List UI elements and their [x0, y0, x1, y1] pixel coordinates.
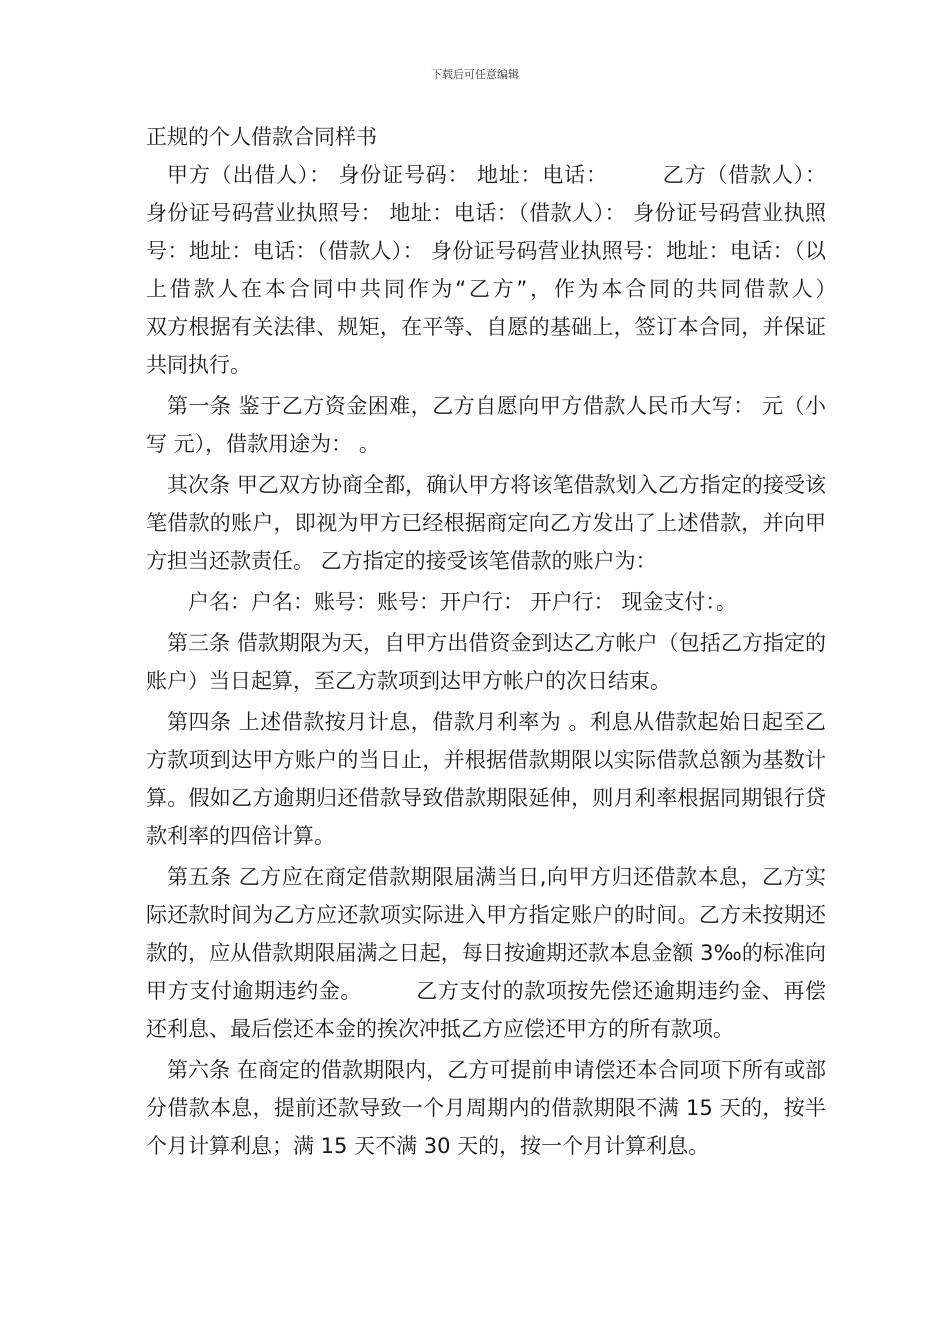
document-body: [146, 118, 889, 1168]
paragraph-article-5: 第五条 乙方应在商定借款期限届满当日,向甲方归还借款本息，乙方实际还款时间为乙方应还款项实际进入甲方指定账户的时间。乙方未按期还款的，应从借款期限届满之日起，每日按逾期还款本息金额 3‰的标准向甲方支付逾期违约金。 乙方支付的款项按先偿还逾期违约金、再偿还利息、最后偿还本金的挨次冲抵乙方应偿还甲方的所有款项。: [146, 865, 826, 1041]
paragraph-article-2: 其次条 甲乙双方协商全都，确认甲方将该笔借款划入乙方指定的接受该笔借款的账户，即视为甲方已经根据商定向乙方发出了上述借款，并向甲方担当还款责任。 乙方指定的接受该笔借款的账户为：: [146, 473, 826, 573]
paragraph-article-3: 第三条 借款期限为天，自甲方出借资金到达乙方帐户（包括乙方指定的账户）当日起算，至乙方款项到达甲方帐户的次日结束。: [146, 631, 826, 693]
paragraph-article-6: 第六条 在商定的借款期限内，乙方可提前申请偿还本合同项下所有或部分借款本息，提前还款导致一个月周期内的借款期限不满 15 天的，按半个月计算利息；满 15 天不满 30 天的，按一个月计算利息。: [146, 1058, 826, 1158]
page-header-note: 下载后可任意编辑: [431, 68, 519, 81]
paragraph-article-1: 第一条 鉴于乙方资金困难，乙方自愿向甲方借款人民币大写： 元（小写 元），借款用途为： 。: [146, 394, 826, 456]
paragraph-account-info: 户名：户名：账号：账号：开户行： 开户行： 现金支付：。: [188, 590, 737, 614]
document-title: 正规的个人借款合同样书: [146, 125, 377, 149]
paragraph-article-4: 第四条 上述借款按月计息，借款月利率为 。利息从借款起始日起至乙方款项到达甲方账户的当日止，并根据借款期限以实际借款总额为基数计算。假如乙方逾期归还借款导致借款期限延伸，则月利率根据同期银行贷款利率的四倍计算。: [146, 710, 826, 848]
paragraph-parties: 甲方（出借人）： 身份证号码： 地址：电话： 乙方（借款人）： 身份证号码营业执照号： 地址：电话：（借款人）： 身份证号码营业执照号：地址：电话：（借款人）： 身份证号码营业执照号：地址：电话：（以上借款人在本合同中共同作为“乙方”，作为本合同的共同借款人） 双方根据有关法律、规矩，在平等、自愿的基础上，签订本合同，并保证共同执行。: [146, 163, 889, 377]
